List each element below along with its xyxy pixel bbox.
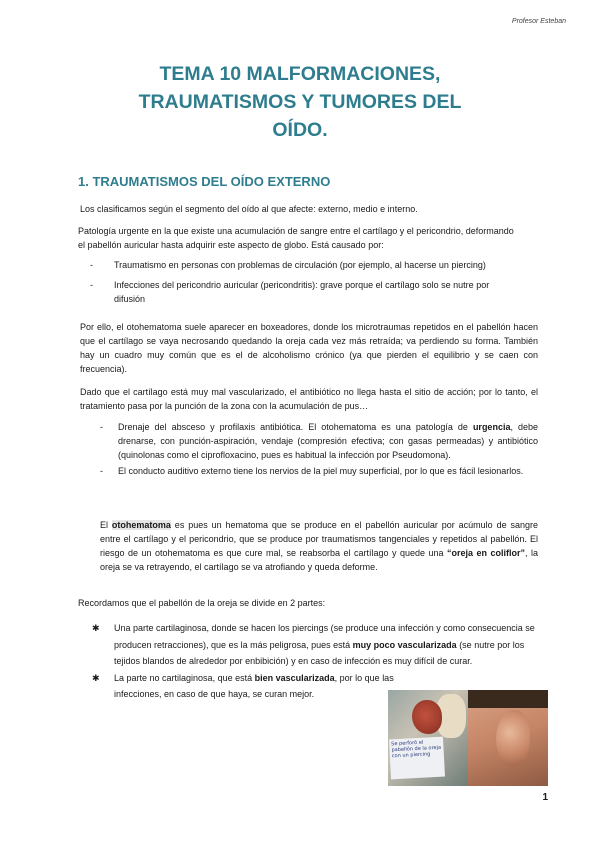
- treatment-list: [100, 420, 538, 478]
- deformed-ear: [496, 710, 530, 766]
- non-cartilage-part-text-cont: , por lo que las infecciones, en caso de que haya, se curan mejor.: [114, 672, 394, 699]
- well-vascularized-term: bien vascularizada: [254, 672, 335, 683]
- intro-paragraph: Los clasificamos según el segmento del oído al que afecte: externo, medio e interno.: [80, 204, 418, 214]
- swollen-ear: [412, 700, 442, 734]
- dash-bullet: -: [90, 280, 93, 290]
- cauliflower-ear-term: “oreja en coliflor”: [446, 548, 525, 558]
- handwritten-note: Se perforó el pabellón de la oreja con un piercing: [389, 737, 445, 780]
- treatment-text: Drenaje del absceso y profilaxis antibiótica. El otohematoma es una patología de: [118, 422, 473, 432]
- parts-intro: Recordamos que el pabellón de la oreja se divide en 2 partes:: [78, 598, 326, 608]
- definition-text: El: [100, 520, 112, 530]
- list-item: [100, 420, 538, 462]
- dash-bullet: -: [100, 466, 103, 476]
- boxers-paragraph: Por ello, el otohematoma suele aparecer en boxeadores, donde los microtraumas repetidos en el pabellón hacen que el cartílago se vaya necrosando quedando la oreja cada vez más retraída; va perdiendo su forma. También hay un cuadro muy común que es el de alcoholismo crónico (ya que pierden el equilibrio y se caen con frecuencia).: [80, 322, 538, 374]
- page-title: [100, 60, 500, 144]
- title-line-3: OÍDO.: [272, 119, 328, 141]
- list-item: [92, 620, 550, 670]
- otohematoma-photo: [388, 690, 468, 786]
- list-item: [100, 464, 538, 478]
- header-author: Profesor Esteban: [511, 18, 566, 25]
- star-bullet: ✱: [92, 623, 100, 633]
- list-item: [90, 258, 530, 272]
- cartilage-part-text: Una parte cartilaginosa, donde se hacen los piercings (se produce una infección y como consecuencia se producen retracciones), que es la más peligrosa, pues está: [114, 623, 535, 650]
- cartilage-part-text-cont: (se nutre por los tejidos blandos de alrededor por enbibición) y en caso de infección es muy difícil de curar.: [114, 639, 525, 666]
- list-item: [92, 670, 396, 703]
- non-cartilage-part-text: La parte no cartilaginosa, que está: [114, 672, 255, 683]
- definition-paragraph: [100, 518, 538, 574]
- otohematoma-term: otohematoma: [111, 520, 171, 530]
- section-heading: 1. TRAUMATISMOS DEL OÍDO EXTERNO: [78, 174, 331, 189]
- urgency-term: urgencia: [472, 422, 511, 432]
- list-item: [90, 278, 514, 306]
- definition-text-cont: es pues un hematoma que se produce en el pabellón auricular por acúmulo de sangre entre el cartílago y el pericondrio, que se produce por traumatismos tangenciales y repetidos al pabellón. El riesgo de un otohematoma es que cure mal, se reabsorba el cartílago y quede una: [100, 520, 538, 558]
- causes-list: [90, 258, 530, 306]
- treatment-text-cont: , debe drenarse, con punción-aspiración, vendaje (compresión efectiva; con gasas permeadas) y antibiótico (quinolonas como el ciprofloxacino, pues es habitual la infección por Pseudomona).: [118, 422, 538, 460]
- title-line-1: TEMA 10 MALFORMACIONES,: [159, 63, 441, 85]
- cause-text: Infecciones del pericondrio auricular (pericondritis): grave porque el cartílago solo se nutre por difusión: [114, 280, 490, 304]
- definition-text-end: , la oreja se va retrayendo, el cartílago se va atrofiando y queda deforme.: [100, 548, 538, 572]
- dash-bullet: -: [90, 260, 93, 270]
- star-bullet: ✱: [92, 672, 100, 683]
- title-line-2: TRAUMATISMOS Y TUMORES DEL: [138, 91, 462, 113]
- cauliflower-ear-photo: [468, 690, 548, 786]
- cause-text: Traumatismo en personas con problemas de circulación (por ejemplo, al hacerse un piercing): [114, 260, 486, 270]
- hair: [468, 690, 548, 708]
- dash-bullet: -: [100, 422, 103, 432]
- poorly-vascularized-term: muy poco vascularizada: [352, 639, 457, 650]
- page-number: 1: [542, 792, 548, 803]
- urgency-paragraph: Patología urgente en la que existe una acumulación de sangre entre el cartílago y el pericondrio, deformando el pabellón auricular hasta adquirir este aspecto de globo. Está causado por:: [78, 226, 514, 250]
- treatment-paragraph: Dado que el cartílago está muy mal vascularizado, el antibiótico no llega hasta el sitio de acción; por lo tanto, el tratamiento pasa por la punción de la zona con la acumulación de pus…: [80, 387, 538, 411]
- nerves-text: El conducto auditivo externo tiene los nervios de la piel muy superficial, por lo que es fácil lesionarlos.: [118, 466, 524, 476]
- ear-photos: [388, 690, 548, 786]
